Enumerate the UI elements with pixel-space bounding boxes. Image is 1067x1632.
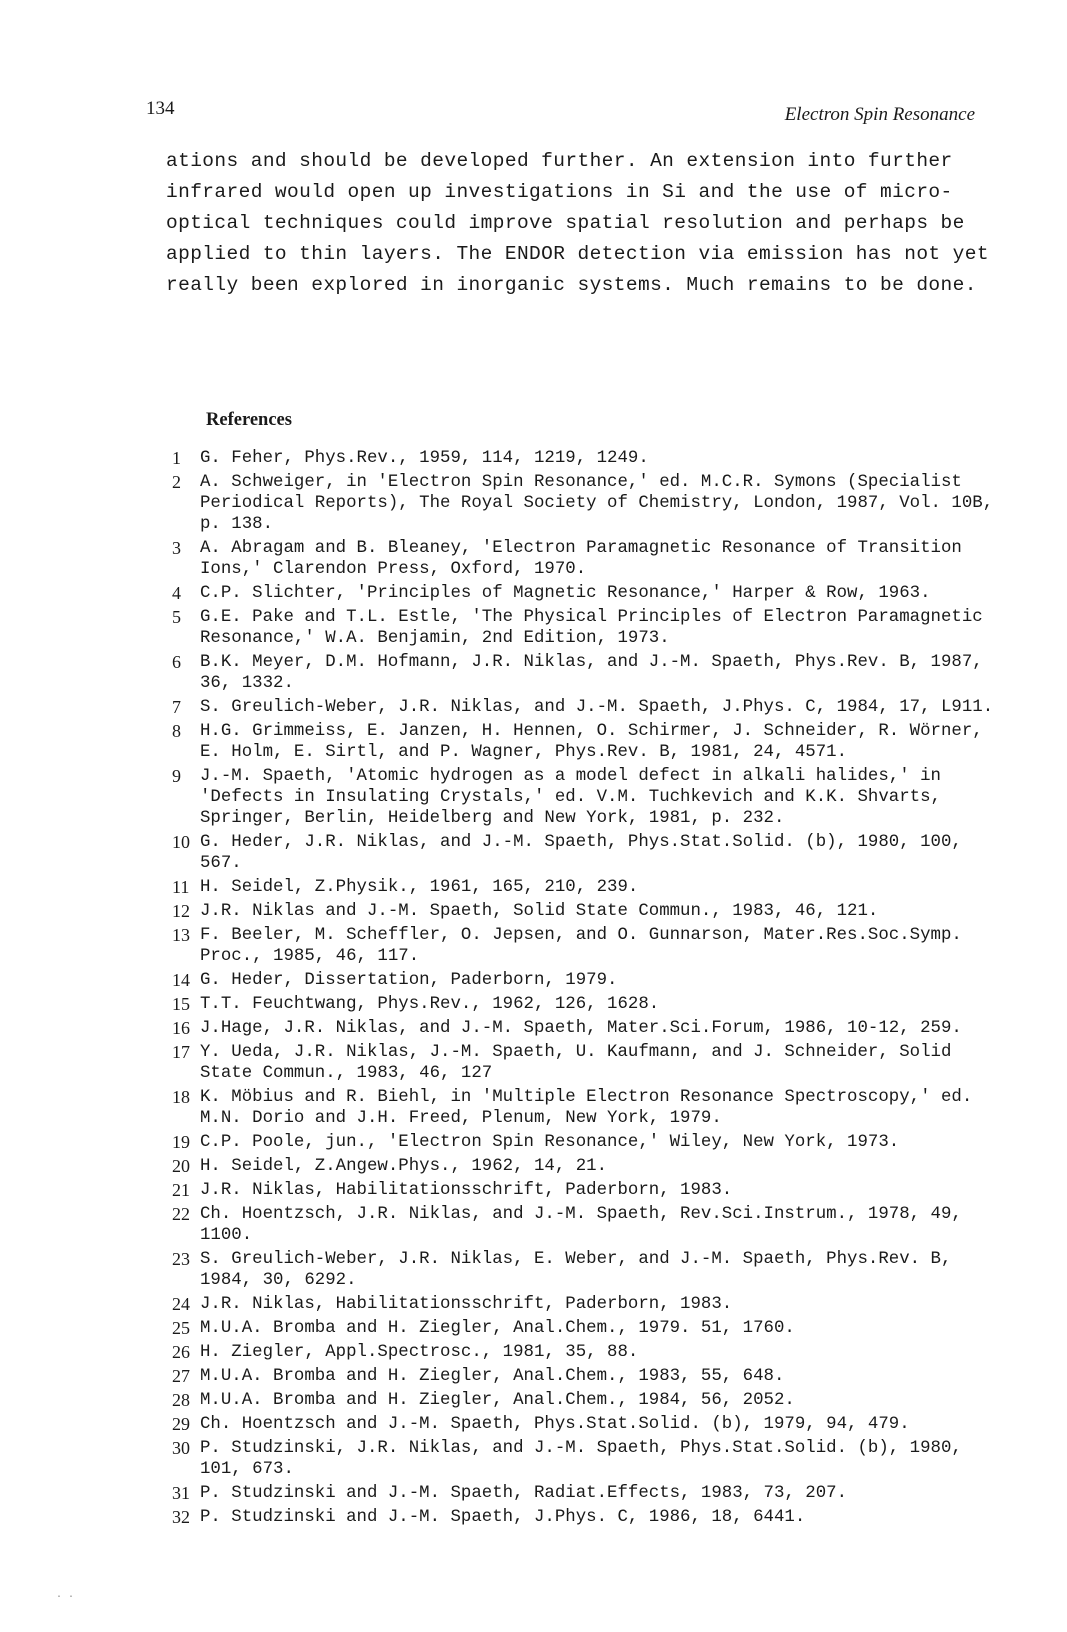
reference-line: J.-M. Spaeth, 'Atomic hydrogen as a model defect in alkali halides,' in <box>200 767 941 786</box>
reference-text <box>200 1156 1002 1177</box>
reference-text <box>200 652 1002 694</box>
reference-line: G.E. Pake and T.L. Estle, 'The Physical Principles of Electron Paramagnetic <box>200 608 983 627</box>
reference-text <box>200 1180 1002 1201</box>
reference-line: C.P. Slichter, 'Principles of Magnetic Resonance,' Harper & Row, 1963. <box>200 584 931 603</box>
reference-number: 28 <box>172 1390 190 1410</box>
reference-line: 36, 1332. <box>200 674 294 693</box>
reference-line: 101, 673. <box>200 1460 294 1479</box>
reference-line: P. Studzinski and J.-M. Spaeth, Radiat.Effects, 1983, 73, 207. <box>200 1484 848 1503</box>
reference-number: 30 <box>172 1438 190 1458</box>
reference-line: H. Ziegler, Appl.Spectrosc., 1981, 35, 88. <box>200 1343 639 1362</box>
scan-speck: · · <box>56 1592 75 1603</box>
reference-item <box>172 1414 1002 1435</box>
reference-item <box>172 1180 1002 1201</box>
reference-number: 4 <box>172 583 181 603</box>
reference-text <box>200 925 1002 967</box>
reference-item <box>172 925 1002 967</box>
reference-item <box>172 1042 1002 1084</box>
reference-number: 10 <box>172 832 190 852</box>
reference-number: 22 <box>172 1204 190 1224</box>
reference-text <box>200 697 1002 718</box>
reference-item <box>172 652 1002 694</box>
reference-number: 16 <box>172 1018 190 1038</box>
reference-text <box>200 721 1002 763</box>
reference-text <box>200 1366 1002 1387</box>
reference-text <box>200 1342 1002 1363</box>
reference-line: Springer, Berlin, Heidelberg and New York, 1981, p. 232. <box>200 809 785 828</box>
reference-text <box>200 766 1002 829</box>
reference-text <box>200 1249 1002 1291</box>
paragraph-line: ations and should be developed further. An extension into further <box>166 150 953 172</box>
references-heading: References <box>206 410 292 430</box>
reference-line: State Commun., 1983, 46, 127 <box>200 1064 493 1083</box>
reference-line: G. Feher, Phys.Rev., 1959, 114, 1219, 1249. <box>200 449 649 468</box>
reference-line: Resonance,' W.A. Benjamin, 2nd Edition, 1973. <box>200 629 670 648</box>
reference-item <box>172 1342 1002 1363</box>
reference-item <box>172 1204 1002 1246</box>
reference-line: K. Möbius and R. Biehl, in 'Multiple Electron Resonance Spectroscopy,' ed. <box>200 1088 973 1107</box>
reference-line: A. Schweiger, in 'Electron Spin Resonance,' ed. M.C.R. Symons (Specialist <box>200 473 962 492</box>
reference-number: 21 <box>172 1180 190 1200</box>
reference-item <box>172 970 1002 991</box>
reference-item <box>172 1132 1002 1153</box>
reference-number: 29 <box>172 1414 190 1434</box>
reference-number: 27 <box>172 1366 190 1386</box>
reference-line: J.R. Niklas, Habilitationsschrift, Paderborn, 1983. <box>200 1295 733 1314</box>
reference-line: H.G. Grimmeiss, E. Janzen, H. Hennen, O. Schirmer, J. Schneider, R. Wörner, <box>200 722 983 741</box>
reference-item <box>172 1249 1002 1291</box>
reference-number: 8 <box>172 721 181 741</box>
reference-text <box>200 877 1002 898</box>
reference-line: Periodical Reports), The Royal Society of Chemistry, London, 1987, Vol. 10B, <box>200 494 994 513</box>
reference-text <box>200 901 1002 922</box>
reference-line: M.U.A. Bromba and H. Ziegler, Anal.Chem., 1984, 56, 2052. <box>200 1391 795 1410</box>
page-number: 134 <box>146 98 175 119</box>
reference-line: 'Defects in Insulating Crystals,' ed. V.M. Tuchkevich and K.K. Shvarts, <box>200 788 941 807</box>
reference-line: A. Abragam and B. Bleaney, 'Electron Paramagnetic Resonance of Transition <box>200 539 962 558</box>
reference-text <box>200 1087 1002 1129</box>
reference-item <box>172 607 1002 649</box>
reference-item <box>172 697 1002 718</box>
reference-item <box>172 832 1002 874</box>
reference-number: 7 <box>172 697 181 717</box>
paragraph-line: applied to thin layers. The ENDOR detection via emission has not yet <box>166 243 989 265</box>
reference-item <box>172 901 1002 922</box>
reference-number: 1 <box>172 448 181 468</box>
reference-line: J.R. Niklas and J.-M. Spaeth, Solid State Commun., 1983, 46, 121. <box>200 902 879 921</box>
reference-line: J.Hage, J.R. Niklas, and J.-M. Spaeth, Mater.Sci.Forum, 1986, 10-12, 259. <box>200 1019 962 1038</box>
reference-text <box>200 448 1002 469</box>
paragraph-line: infrared would open up investigations in Si and the use of micro- <box>166 181 953 203</box>
reference-text <box>200 832 1002 874</box>
reference-number: 32 <box>172 1507 190 1527</box>
reference-text <box>200 538 1002 580</box>
reference-text <box>200 1018 1002 1039</box>
paragraph-line: really been explored in inorganic systems. Much remains to be done. <box>166 274 977 296</box>
reference-line: M.U.A. Bromba and H. Ziegler, Anal.Chem., 1979. 51, 1760. <box>200 1319 795 1338</box>
reference-number: 31 <box>172 1483 190 1503</box>
paragraph-line: optical techniques could improve spatial resolution and perhaps be <box>166 212 965 234</box>
reference-line: Ch. Hoentzsch and J.-M. Spaeth, Phys.Stat.Solid. (b), 1979, 94, 479. <box>200 1415 910 1434</box>
reference-line: E. Holm, E. Sirtl, and P. Wagner, Phys.Rev. B, 1981, 24, 4571. <box>200 743 848 762</box>
reference-text <box>200 583 1002 604</box>
reference-text <box>200 1414 1002 1435</box>
reference-item <box>172 766 1002 829</box>
reference-line: M.U.A. Bromba and H. Ziegler, Anal.Chem., 1983, 55, 648. <box>200 1367 785 1386</box>
reference-item <box>172 1483 1002 1504</box>
reference-line: P. Studzinski and J.-M. Spaeth, J.Phys. C, 1986, 18, 6441. <box>200 1508 806 1527</box>
reference-line: G. Heder, J.R. Niklas, and J.-M. Spaeth, Phys.Stat.Solid. (b), 1980, 100, <box>200 833 962 852</box>
reference-number: 2 <box>172 472 181 492</box>
reference-item <box>172 721 1002 763</box>
reference-line: Y. Ueda, J.R. Niklas, J.-M. Spaeth, U. Kaufmann, and J. Schneider, Solid <box>200 1043 952 1062</box>
reference-number: 6 <box>172 652 181 672</box>
reference-line: F. Beeler, M. Scheffler, O. Jepsen, and O. Gunnarson, Mater.Res.Soc.Symp. <box>200 926 962 945</box>
reference-line: J.R. Niklas, Habilitationsschrift, Paderborn, 1983. <box>200 1181 733 1200</box>
reference-number: 12 <box>172 901 190 921</box>
reference-text <box>200 607 1002 649</box>
reference-line: p. 138. <box>200 515 274 534</box>
reference-text <box>200 472 1002 535</box>
reference-item <box>172 1156 1002 1177</box>
reference-number: 19 <box>172 1132 190 1152</box>
reference-line: S. Greulich-Weber, J.R. Niklas, E. Weber, and J.-M. Spaeth, Phys.Rev. B, <box>200 1250 952 1269</box>
running-head: Electron Spin Resonance <box>784 104 975 125</box>
reference-item <box>172 994 1002 1015</box>
reference-number: 24 <box>172 1294 190 1314</box>
reference-text <box>200 1042 1002 1084</box>
reference-number: 5 <box>172 607 181 627</box>
reference-number: 14 <box>172 970 190 990</box>
reference-line: 1984, 30, 6292. <box>200 1271 357 1290</box>
reference-number: 11 <box>172 877 190 897</box>
reference-item <box>172 1294 1002 1315</box>
reference-number: 23 <box>172 1249 190 1269</box>
reference-number: 9 <box>172 766 181 786</box>
reference-line: S. Greulich-Weber, J.R. Niklas, and J.-M. Spaeth, J.Phys. C, 1984, 17, L911. <box>200 698 994 717</box>
reference-number: 25 <box>172 1318 190 1338</box>
reference-line: G. Heder, Dissertation, Paderborn, 1979. <box>200 971 618 990</box>
reference-number: 17 <box>172 1042 190 1062</box>
reference-item <box>172 877 1002 898</box>
reference-line: 1100. <box>200 1226 253 1245</box>
reference-line: B.K. Meyer, D.M. Hofmann, J.R. Niklas, and J.-M. Spaeth, Phys.Rev. B, 1987, <box>200 653 983 672</box>
reference-text <box>200 1132 1002 1153</box>
reference-item <box>172 1438 1002 1480</box>
reference-line: T.T. Feuchtwang, Phys.Rev., 1962, 126, 1628. <box>200 995 660 1014</box>
reference-line: H. Seidel, Z.Angew.Phys., 1962, 14, 21. <box>200 1157 608 1176</box>
reference-text <box>200 1483 1002 1504</box>
reference-line: M.N. Dorio and J.H. Freed, Plenum, New York, 1979. <box>200 1109 722 1128</box>
reference-item <box>172 1366 1002 1387</box>
reference-text <box>200 1204 1002 1246</box>
reference-text <box>200 1318 1002 1339</box>
reference-item <box>172 448 1002 469</box>
reference-number: 13 <box>172 925 190 945</box>
reference-number: 3 <box>172 538 181 558</box>
reference-item <box>172 1318 1002 1339</box>
reference-line: Proc., 1985, 46, 117. <box>200 947 420 966</box>
reference-text <box>200 1294 1002 1315</box>
reference-number: 26 <box>172 1342 190 1362</box>
reference-item <box>172 1018 1002 1039</box>
reference-number: 18 <box>172 1087 190 1107</box>
reference-item <box>172 538 1002 580</box>
reference-text <box>200 994 1002 1015</box>
reference-item <box>172 583 1002 604</box>
reference-line: Ch. Hoentzsch, J.R. Niklas, and J.-M. Spaeth, Rev.Sci.Instrum., 1978, 49, <box>200 1205 962 1224</box>
closing-paragraph <box>166 146 996 301</box>
reference-item <box>172 1087 1002 1129</box>
reference-number: 15 <box>172 994 190 1014</box>
reference-text <box>200 1507 1002 1528</box>
reference-item <box>172 1390 1002 1411</box>
reference-line: Ions,' Clarendon Press, Oxford, 1970. <box>200 560 587 579</box>
reference-text <box>200 970 1002 991</box>
reference-item <box>172 472 1002 535</box>
reference-text <box>200 1390 1002 1411</box>
reference-text <box>200 1438 1002 1480</box>
reference-list <box>172 448 1002 1531</box>
reference-item <box>172 1507 1002 1528</box>
reference-line: 567. <box>200 854 242 873</box>
reference-line: C.P. Poole, jun., 'Electron Spin Resonance,' Wiley, New York, 1973. <box>200 1133 900 1152</box>
reference-line: P. Studzinski, J.R. Niklas, and J.-M. Spaeth, Phys.Stat.Solid. (b), 1980, <box>200 1439 962 1458</box>
reference-line: H. Seidel, Z.Physik., 1961, 165, 210, 239. <box>200 878 639 897</box>
reference-number: 20 <box>172 1156 190 1176</box>
